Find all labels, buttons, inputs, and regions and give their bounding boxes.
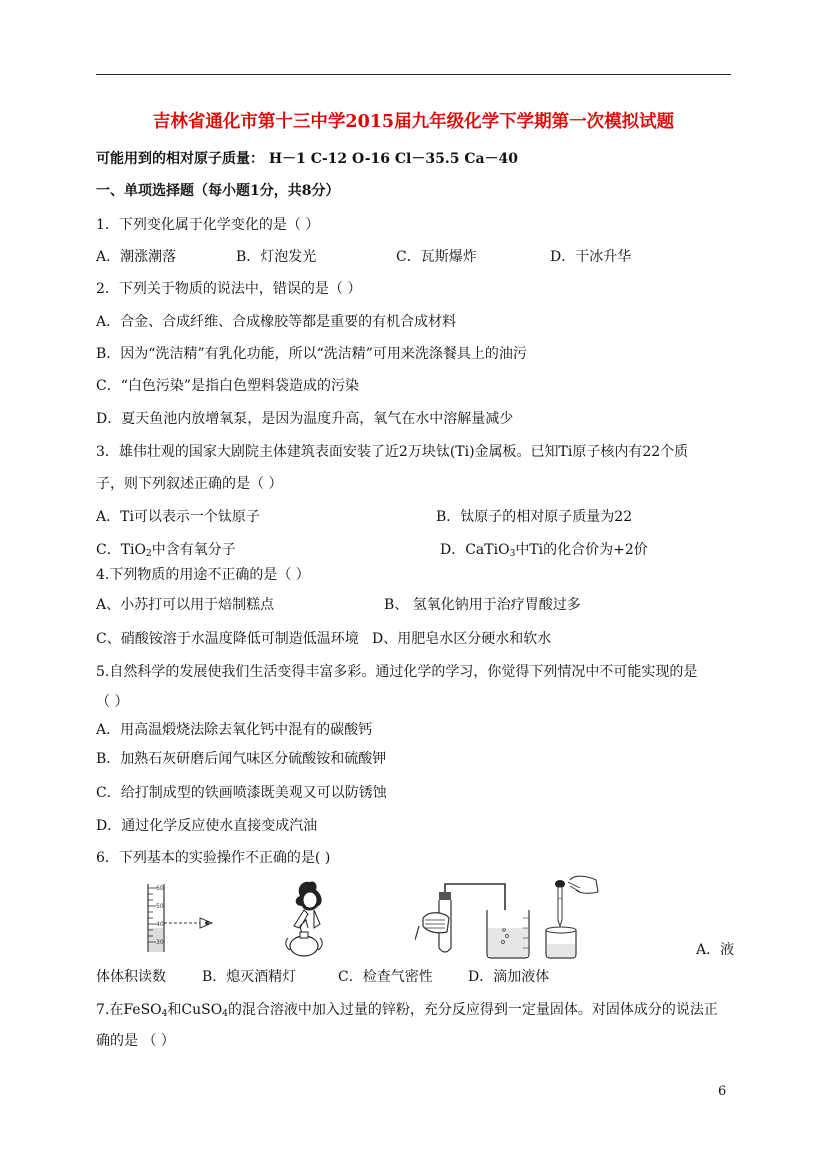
- q5-option-b: B．加熟石灰研磨后闻气味区分硫酸铵和硫酸钾: [96, 751, 387, 767]
- q4-option-b: B、 氢氧化钠用于治疗胃酸过多: [384, 597, 581, 613]
- q3-option-c: C．TiO$_2$中含有氧分子: [96, 542, 236, 559]
- cylinder-tick-label: 60: [156, 885, 164, 892]
- question-5-stem-line1: 5.自然科学的发展使我们生活变得丰富多彩。通过化学的学习，你觉得下列情况中不可能实现的是: [96, 664, 698, 680]
- question-3-stem-line2: 子，则下列叙述正确的是（ ）: [96, 476, 283, 492]
- q1-option-c: C．瓦斯爆炸: [396, 249, 477, 265]
- q6-option-a-part2: 体体积读数: [96, 969, 166, 985]
- q4-option-a: A、小苏打可以用于焙制糕点: [96, 597, 275, 613]
- graduated-cylinder-figure: [128, 882, 218, 952]
- question-5-stem-line2: （ ）: [96, 694, 129, 710]
- q3-option-d: D．CaTiO$_3$中Ti的化合价为+2价: [440, 542, 648, 559]
- header-rule: [96, 74, 731, 75]
- air-tightness-figure: [415, 878, 545, 962]
- q5-option-d: D．通过化学反应使水直接变成汽油: [96, 818, 318, 834]
- question-2-stem: 2．下列关于物质的说法中，错误的是（ ）: [96, 281, 362, 297]
- q3-option-a: A．Ti可以表示一个钛原子: [96, 509, 260, 525]
- page-title: 吉林省通化市第十三中学2015届九年级化学下学期第一次模拟试题: [152, 112, 675, 132]
- section-heading: 一、单项选择题（每小题1分，共8分）: [96, 183, 340, 199]
- dropper-figure: [540, 874, 610, 960]
- q4-option-c: C、硝酸铵溶于水温度降低可制造低温环境: [96, 631, 359, 647]
- q2-option-d: D．夏天鱼池内放增氧泵，是因为温度升高，氧气在水中溶解量减少: [96, 411, 514, 427]
- q6-option-d: D．滴加液体: [468, 969, 550, 985]
- question-3-stem-line1: 3．雄伟壮观的国家大剧院主体建筑表面安装了近2万块钛(Ti)金属板。已知Ti原子核内有22个质: [96, 444, 689, 460]
- q5-option-c: C．给打制成型的铁画喷漆既美观又可以防锈蚀: [96, 785, 387, 801]
- q1-option-b: B．灯泡发光: [236, 249, 317, 265]
- question-6-stem: 6．下列基本的实验操作不正确的是( ): [96, 850, 331, 866]
- q5-option-a: A．用高温煅烧法除去氧化钙中混有的碳酸钙: [96, 722, 373, 738]
- q4-option-d: D、用肥皂水区分硬水和软水: [372, 631, 552, 647]
- question-7-stem-line1: 7.在FeSO$_4$和CuSO$_4$的混合溶液中加入过量的锌粉，充分反应得到一定量固体。对固体成分的说法正: [96, 1002, 718, 1019]
- q3-option-b: B．钛原子的相对原子质量为22: [436, 509, 633, 525]
- q6-option-b: B．熄灭酒精灯: [202, 969, 297, 985]
- q2-option-a: A．合金、合成纤维、合成橡胶等都是重要的有机合成材料: [96, 314, 457, 330]
- q2-option-b: B．因为“洗洁精”有乳化功能，所以“洗洁精”可用来洗涤餐具上的油污: [96, 346, 527, 362]
- q6-option-c: C．检查气密性: [338, 969, 433, 985]
- q1-option-d: D．干冰升华: [550, 249, 632, 265]
- q1-option-a: A．潮涨潮落: [96, 249, 177, 265]
- cylinder-tick-label: 50: [156, 903, 164, 910]
- q6-figures: [120, 874, 600, 964]
- q6-option-a-part1: A．液: [696, 942, 735, 958]
- question-7-stem-line2: 确的是 （ ）: [96, 1033, 175, 1049]
- question-4-stem: 4.下列物质的用途不正确的是（ ）: [96, 567, 310, 583]
- alcohol-lamp-figure: [280, 876, 350, 960]
- cylinder-tick-label: 30: [156, 939, 164, 946]
- question-1-stem: 1．下列变化属于化学变化的是（ ）: [96, 217, 320, 233]
- q2-option-c: C．“白色污染”是指白色塑料袋造成的污染: [96, 378, 360, 394]
- page-number: 6: [718, 1084, 727, 1099]
- cylinder-tick-label: 40: [156, 921, 164, 928]
- atomic-masses: 可能用到的相对原子质量： H－1 C-12 O-16 Cl－35.5 Ca－40: [96, 151, 519, 167]
